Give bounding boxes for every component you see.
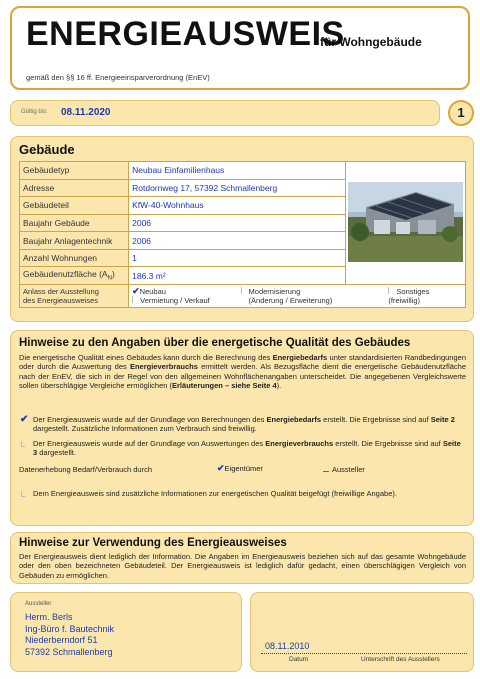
- hints-title: Hinweise zu den Angaben über die energetische Qualität des Gebäudes: [19, 337, 411, 349]
- option-new[interactable]: ✔Neubau: [132, 286, 166, 296]
- row-label: Gebäudenutzfläche $(A_N)$: [20, 267, 129, 285]
- building-table: [19, 161, 466, 308]
- signature-line: [261, 653, 467, 654]
- data-collection-label: Datenerhebung Bedarf/Verbrauch durch: [19, 465, 153, 474]
- document-title: ENERGIEAUSWEIS: [26, 15, 345, 53]
- row-value: 2006: [129, 232, 346, 250]
- row-value: 186.3 m²: [129, 267, 346, 285]
- data-by-issuer[interactable]: Aussteller: [323, 465, 365, 474]
- table-row-reason: [20, 285, 466, 308]
- issuer-label: Aussteller: [25, 601, 52, 607]
- option-other[interactable]: Sonstiges (freiwillig): [388, 287, 430, 305]
- row-label: Adresse: [20, 179, 129, 197]
- page-number-badge: 1: [448, 100, 474, 126]
- option-demand-based[interactable]: ✔ Der Energieausweis wurde auf der Grundlage von Berechnungen des Energiebedarfs erstellt. Die Ergebnisse sind auf Seite 2 dargestellt. Zusätzliche Informationen zum Verbrauch sind freiwillig.: [20, 414, 455, 434]
- checkbox-empty-icon: [323, 471, 329, 472]
- checkbox-empty-icon: [21, 491, 25, 497]
- building-section-title: Gebäude: [19, 142, 75, 157]
- building-section: [10, 136, 474, 322]
- check-icon: ✔: [217, 463, 225, 473]
- row-value: 1: [129, 249, 346, 267]
- issuer-box: [10, 592, 242, 672]
- checkbox-empty-icon: [388, 287, 393, 294]
- issuer-address: Herm. Berls Ing-Büro f. Bautechnik Niederberndorf 51 57392 Schmallenberg: [25, 612, 115, 657]
- option-modernization-sub: (Änderung / Erweiterung): [248, 296, 333, 305]
- option-rent[interactable]: Vermietung / Verkauf: [132, 296, 240, 305]
- row-value: 2006: [129, 214, 346, 232]
- checkbox-empty-icon: [241, 287, 246, 294]
- row-value: Rotdornweg 17, 57392 Schmallenberg: [129, 179, 346, 197]
- certificate-header: [10, 6, 470, 90]
- validity-date: 08.11.2020: [61, 107, 111, 118]
- data-by-owner[interactable]: ✔Eigentümer: [217, 463, 263, 473]
- reason-label: Anlass der Ausstellung des Energieausweises: [20, 285, 129, 308]
- row-label: Baujahr Gebäude: [20, 214, 129, 232]
- option-additional-info[interactable]: Dem Energieausweis sind zusätzliche Informationen zur energetischen Qualität beigefügt (freiwillige Angabe).: [19, 489, 466, 498]
- row-label: Anzahl Wohnungen: [20, 249, 129, 267]
- usage-title: Hinweise zur Verwendung des Energieausweises: [19, 537, 287, 549]
- option-consumption-based[interactable]: Der Energieausweis wurde auf der Grundlage von Auswertungen des Energieverbrauchs erstellt. Die Ergebnisse sind auf Seite 3 dargestellt.: [19, 439, 466, 458]
- usage-text: Der Energieausweis dient lediglich der Information. Die Angaben im Energieausweis beziehen sich auf das gesamte Wohngebäude oder den oben bezeichneten Gebäudeteil. Der Energieausweis ist lediglich dafür gedacht, einen überschlägigen Vergleich von Gebäuden zu ermöglichen.: [19, 552, 466, 580]
- table-row: [20, 162, 466, 180]
- signature-caption: Unterschrift des Ausstellers: [361, 656, 440, 663]
- row-value: Neubau Einfamilienhaus: [129, 162, 346, 180]
- house-photo-image: [346, 162, 465, 282]
- building-photo: [345, 162, 465, 285]
- signature-box: [250, 592, 474, 672]
- usage-section: [10, 532, 474, 584]
- checkbox-empty-icon: [21, 441, 25, 447]
- row-label: Gebäudetyp: [20, 162, 129, 180]
- option-modernization[interactable]: Modernisierung: [241, 287, 389, 296]
- hints-paragraph: Die energetische Qualität eines Gebäudes kann durch die Berechnung des Energiebedarfs unter standardisierten Randbedingungen oder durch die Auswertung des Energieverbrauchs ermittelt werden. Als Bezugsfläche dient die energetische Gebäudenutzfläche nach der EnEV, die sich in der Regel von den allgemeinen Wohnflächenangaben unterscheidet. Die angegebenen Vergleichswerte sollen überschlägige Vergleiche ermöglichen (Erläuterungen – siehe Seite 4).: [19, 353, 467, 391]
- document-subtitle: für Wohngebäude: [320, 35, 422, 49]
- quality-hints-section: [10, 330, 474, 526]
- row-label: Baujahr Anlagentechnik: [20, 232, 129, 250]
- validity-label: Gültig bis:: [21, 109, 48, 115]
- row-value: KfW-40-Wohnhaus: [129, 197, 346, 215]
- row-label: Gebäudeteil: [20, 197, 129, 215]
- reason-options: [129, 285, 466, 308]
- check-icon: ✔: [132, 286, 140, 296]
- check-icon: ✔: [20, 414, 29, 425]
- validity-bar: [10, 100, 440, 126]
- legal-basis: gemäß den §§ 16 ff. Energieeinsparverordnung (EnEV): [26, 73, 210, 82]
- date-caption: Datum: [289, 656, 309, 663]
- signature-date: 08.11.2010: [265, 641, 310, 651]
- checkbox-empty-icon: [132, 296, 137, 303]
